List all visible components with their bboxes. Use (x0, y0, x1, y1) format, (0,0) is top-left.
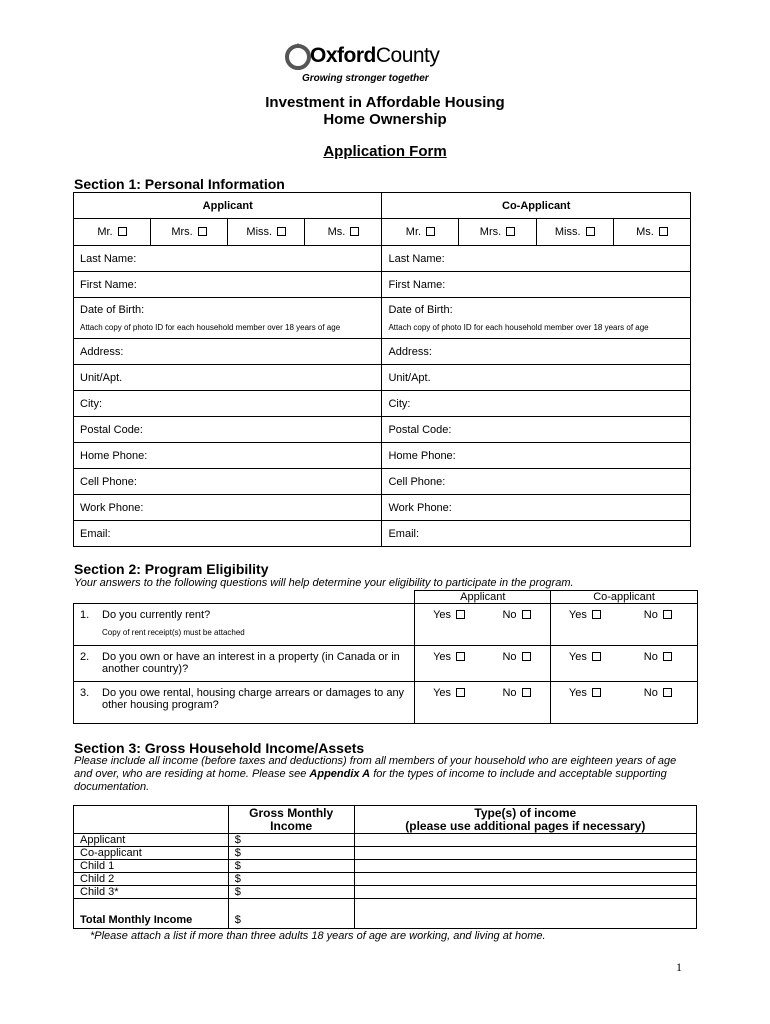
applicant-field-dateofbirth[interactable]: Date of Birth: Attach copy of photo ID for each household member over 18 years of age (74, 298, 382, 339)
personal-info-table (73, 192, 691, 547)
co-applicant-field-address[interactable]: Address: (382, 339, 691, 365)
co-applicant-salutation-mr[interactable]: Mr. (382, 219, 459, 246)
applicant-field-email[interactable]: Email: (74, 521, 382, 547)
question-row (74, 604, 698, 646)
income-table (73, 805, 697, 929)
co-applicant-q1-no-checkbox[interactable] (663, 610, 672, 619)
applicant-field-city[interactable]: City: (74, 391, 382, 417)
co-applicant-field-firstname[interactable]: First Name: (382, 272, 691, 298)
applicant-q2-yes[interactable]: Yes (415, 646, 483, 682)
co-applicant-q1-no[interactable]: No (619, 604, 698, 646)
applicant-header: Applicant (74, 193, 382, 219)
income-type-field[interactable] (354, 847, 696, 860)
applicant-q3-yes-checkbox[interactable] (456, 688, 465, 697)
question-3: 3. Do you owe rental, housing charge arrears or damages to any other housing program? (74, 682, 415, 724)
co-applicant-field-cellphone[interactable]: Cell Phone: (382, 469, 691, 495)
income-footnote: *Please attach a list if more than three adults 18 years of age are working, and living at home. (90, 930, 546, 942)
question-row (74, 646, 698, 682)
applicant-field-postalcode[interactable]: Postal Code: (74, 417, 382, 443)
co-applicant-salutation-miss[interactable]: Miss. (536, 219, 613, 246)
total-income-amount-field[interactable]: $ (228, 899, 354, 929)
applicant-field-homephone[interactable]: Home Phone: (74, 443, 382, 469)
co-applicant-field-city[interactable]: City: (382, 391, 691, 417)
co-applicant-q3-yes[interactable]: Yes (551, 682, 619, 724)
income-amount-field[interactable]: $ (228, 873, 354, 886)
applicant-q2-no-checkbox[interactable] (522, 652, 531, 661)
co-applicant-q2-yes-checkbox[interactable] (592, 652, 601, 661)
applicant-q3-yes[interactable]: Yes (415, 682, 483, 724)
co-applicant-field-dateofbirth[interactable]: Date of Birth: Attach copy of photo ID for each household member over 18 years of age (382, 298, 691, 339)
income-row (74, 834, 697, 847)
co-applicant-q2-no-checkbox[interactable] (663, 652, 672, 661)
co-applicant-q1-yes-checkbox[interactable] (592, 610, 601, 619)
question-1: 1. Do you currently rent? Copy of rent receipt(s) must be attached (74, 604, 415, 646)
co-applicant-ms-checkbox[interactable] (659, 227, 668, 236)
income-type-field[interactable] (354, 860, 696, 873)
income-amount-field[interactable]: $ (228, 860, 354, 873)
applicant-field-unitapt[interactable]: Unit/Apt. (74, 365, 382, 391)
s2-applicant-header: Applicant (415, 591, 551, 604)
co-applicant-mr-checkbox[interactable] (426, 227, 435, 236)
applicant-q2-yes-checkbox[interactable] (456, 652, 465, 661)
co-applicant-field-email[interactable]: Email: (382, 521, 691, 547)
applicant-field-cellphone[interactable]: Cell Phone: (74, 469, 382, 495)
co-applicant-q2-yes[interactable]: Yes (551, 646, 619, 682)
co-applicant-q2-no[interactable]: No (619, 646, 698, 682)
income-row-label: Child 2 (74, 873, 229, 886)
income-row (74, 886, 697, 899)
applicant-field-firstname[interactable]: First Name: (74, 272, 382, 298)
applicant-salutation-ms[interactable]: Ms. (305, 219, 382, 246)
oxford-county-logo (284, 42, 469, 87)
section2-note: Your answers to the following questions will help determine your eligibility to participate in the program. (74, 577, 574, 589)
co-applicant-header: Co-Applicant (382, 193, 691, 219)
co-applicant-mrs-checkbox[interactable] (506, 227, 515, 236)
income-amount-field[interactable]: $ (228, 834, 354, 847)
co-applicant-field-workphone[interactable]: Work Phone: (382, 495, 691, 521)
page-number: 1 (676, 960, 682, 974)
section3-note: Please include all income (before taxes and deductions) from all members of your household who are eighteen years of age and over, who are residing at home. Please see Appendix A for the types of income to include and acceptable supporting documentation. (74, 755, 677, 793)
applicant-q1-yes-checkbox[interactable] (456, 610, 465, 619)
co-applicant-q3-no[interactable]: No (619, 682, 698, 724)
co-applicant-q3-no-checkbox[interactable] (663, 688, 672, 697)
income-amount-field[interactable]: $ (228, 847, 354, 860)
total-monthly-income-label: Total Monthly Income (74, 899, 229, 929)
co-applicant-miss-checkbox[interactable] (586, 227, 595, 236)
gross-monthly-income-header: Gross Monthly Income (228, 806, 354, 834)
income-row (74, 847, 697, 860)
income-row-label: Applicant (74, 834, 229, 847)
applicant-field-lastname[interactable]: Last Name: (74, 246, 382, 272)
income-type-field[interactable] (354, 886, 696, 899)
logo-tagline: Growing stronger together (302, 73, 429, 84)
dob-note: Attach copy of photo ID for each household member over 18 years of age (388, 323, 649, 332)
income-amount-field[interactable]: $ (228, 886, 354, 899)
co-applicant-field-unitapt[interactable]: Unit/Apt. (382, 365, 691, 391)
applicant-field-address[interactable]: Address: (74, 339, 382, 365)
eligibility-table (73, 590, 698, 724)
applicant-salutation-mr[interactable]: Mr. (74, 219, 151, 246)
income-type-header: Type(s) of income (please use additional pages if necessary) (354, 806, 696, 834)
co-applicant-field-postalcode[interactable]: Postal Code: (382, 417, 691, 443)
applicant-q3-no[interactable]: No (483, 682, 551, 724)
income-row-label: Child 1 (74, 860, 229, 873)
applicant-field-workphone[interactable]: Work Phone: (74, 495, 382, 521)
applicant-q3-no-checkbox[interactable] (522, 688, 531, 697)
logo-brand: OxfordCounty (310, 44, 440, 67)
applicant-q1-no[interactable]: No (483, 604, 551, 646)
income-type-field[interactable] (354, 873, 696, 886)
co-applicant-field-homephone[interactable]: Home Phone: (382, 443, 691, 469)
section3-heading: Section 3: Gross Household Income/Assets (74, 740, 365, 756)
income-row (74, 860, 697, 873)
doc-title-line2: Home Ownership (323, 111, 447, 128)
question-row (74, 682, 698, 724)
form-title: Application Form (323, 143, 447, 160)
income-row-label: Child 3* (74, 886, 229, 899)
income-row (74, 873, 697, 886)
section1-heading: Section 1: Personal Information (74, 176, 285, 192)
applicant-ms-checkbox[interactable] (350, 227, 359, 236)
applicant-miss-checkbox[interactable] (277, 227, 286, 236)
income-row-label: Co-applicant (74, 847, 229, 860)
applicant-q1-no-checkbox[interactable] (522, 610, 531, 619)
co-applicant-q3-yes-checkbox[interactable] (592, 688, 601, 697)
question-2: 2. Do you own or have an interest in a property (in Canada or in another country)? (74, 646, 415, 682)
s2-co-applicant-header: Co-applicant (551, 591, 698, 604)
co-applicant-field-lastname[interactable]: Last Name: (382, 246, 691, 272)
co-applicant-salutation-mrs[interactable]: Mrs. (459, 219, 536, 246)
co-applicant-q1-yes[interactable]: Yes (551, 604, 619, 646)
co-applicant-salutation-ms[interactable]: Ms. (613, 219, 690, 246)
applicant-salutation-miss[interactable]: Miss. (228, 219, 305, 246)
applicant-salutation-mrs[interactable]: Mrs. (150, 219, 227, 246)
applicant-mrs-checkbox[interactable] (198, 227, 207, 236)
total-income-type-field[interactable] (354, 899, 696, 929)
applicant-q2-no[interactable]: No (483, 646, 551, 682)
income-type-field[interactable] (354, 834, 696, 847)
section2-heading: Section 2: Program Eligibility (74, 561, 269, 577)
applicant-mr-checkbox[interactable] (118, 227, 127, 236)
salutation-row (74, 219, 691, 246)
doc-title-line1: Investment in Affordable Housing (265, 94, 505, 111)
dob-note: Attach copy of photo ID for each household member over 18 years of age (80, 323, 341, 332)
applicant-q1-yes[interactable]: Yes (415, 604, 483, 646)
